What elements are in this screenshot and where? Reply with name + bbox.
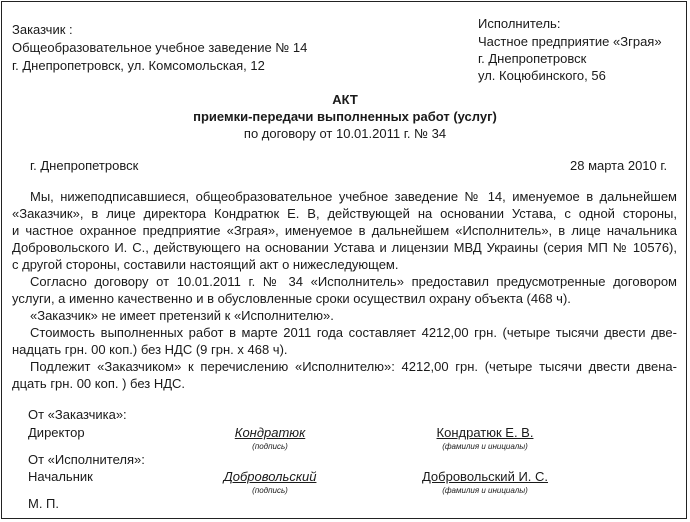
name-caption: (фамилия и инициалы) [442, 486, 528, 495]
customer-signature: Кондратюк [234, 425, 306, 440]
body-line: и частное охранное предприятие «Зграя», именуемое в дальнейшем «Исполнитель», в лице начальника [12, 223, 677, 238]
contractor-position: Начальник [28, 469, 93, 484]
body-line: услуги, а именно качественно и в обусловленные сроки осуществил охрану объекта (468 ч). [12, 291, 571, 306]
contractor-name-block [400, 469, 570, 495]
customer-address: г. Днепропетровск, ул. Комсомольская, 12 [12, 58, 265, 73]
body-line: Стоимость выполненных работ в марте 2011 года составляет 4212,00 грн. (четыре тысячи двести две- [30, 325, 677, 340]
customer-position: Директор [28, 425, 85, 440]
document-title: АКТ [332, 92, 358, 107]
body-line: «Заказчик» не имеет претензий к «Исполнителю». [30, 308, 334, 323]
body-line: с другой стороны, составили настоящий акт о нижеследующем. [12, 257, 399, 272]
document-subtitle: приемки-передачи выполненных работ (услуг) [193, 109, 497, 124]
from-contractor-label: От «Исполнителя»: [28, 452, 145, 467]
contractor-signature: Добровольский [223, 469, 317, 484]
body-line: дцать грн. 00 коп. ) без НДС. [12, 376, 186, 391]
document-date: 28 марта 2010 г. [570, 158, 668, 173]
signature-caption: (подпись) [252, 442, 288, 451]
body-line: «Заказчик», в лице директора Кондратюк Е. В, действующей на основании Устава, с одной стороны, [12, 206, 677, 221]
contractor-city: г. Днепропетровск [478, 51, 587, 66]
contractor-full-name: Добровольский И. С. [421, 469, 549, 484]
from-customer-label: От «Заказчика»: [28, 407, 127, 422]
contractor-label: Исполнитель: [478, 16, 561, 31]
stamp-place: М. П. [28, 496, 60, 511]
body-line: Согласно договору от 10.01.2011 г. № 34 «Исполнитель» предоставил предусмотренные договором [30, 274, 677, 289]
contract-reference: по договору от 10.01.2011 г. № 34 [243, 126, 447, 141]
body-line: надцать грн. 00 коп.) без НДС (9 грн. х 468 ч). [12, 342, 288, 357]
contractor-name: Частное предприятие «Зграя» [478, 34, 662, 49]
name-caption: (фамилия и инициалы) [442, 442, 528, 451]
body-line: Подлежит «Заказчиком» к перечислению «Исполнителю»: 4212,00 грн. (четыре тысячи двести двена- [30, 359, 677, 374]
customer-name: Общеобразовательное учебное заведение № 14 [12, 40, 308, 55]
customer-name-block [410, 425, 560, 451]
customer-label: Заказчик : [12, 22, 73, 37]
place-city: г. Днепропетровск [30, 158, 139, 173]
customer-signature-block [210, 425, 330, 451]
body-line: Мы, нижеподписавшиеся, общеобразовательное учебное заведение № 14, именуемое в дальнейшем [30, 189, 677, 204]
body-line: Добровольского И. С., действующего на основании Устава и лицензии МВД Украины (серия МП № 10576), [12, 240, 677, 255]
contractor-signature-block [205, 469, 335, 495]
contractor-street: ул. Коцюбинского, 56 [478, 68, 606, 83]
signature-caption: (подпись) [252, 486, 288, 495]
customer-full-name: Кондратюк Е. В. [436, 425, 534, 440]
